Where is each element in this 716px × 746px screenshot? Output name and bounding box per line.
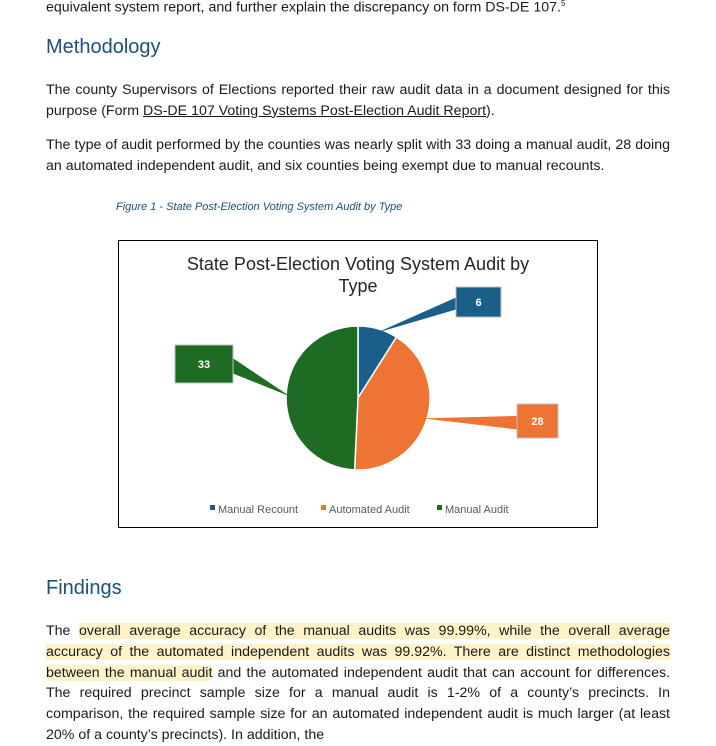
methodology-p1-end: ). — [486, 102, 495, 119]
callout-pointer-automated-audit — [423, 416, 517, 430]
findings-rest: and the automated independent audit that can account for differences. The required precinct sample size for a manual audit is 1-2% of a county’s precincts. In comparison, the required sample size for an automated independent audit is much larger (at least 20% of a county’s precincts). In addition, the — [46, 664, 670, 743]
methodology-heading: Methodology — [46, 36, 161, 58]
form-link[interactable]: DS-DE 107 Voting Systems Post-Election Audit Report — [142, 102, 487, 119]
legend-label-manual-recount: Manual Recount — [218, 504, 299, 516]
pie-chart — [119, 241, 597, 527]
data-label-automated-audit: 28 — [531, 416, 544, 428]
legend-swatch-automated-audit — [321, 505, 326, 510]
chart-title-line-2: Type — [338, 276, 378, 296]
data-label-manual-recount: 6 — [475, 297, 482, 309]
pie-slice-manual-audit — [286, 326, 358, 470]
findings-paragraph — [46, 621, 670, 746]
findings-lead: The — [46, 623, 80, 639]
chart-title-line-1: State Post-Election Voting System Audit by — [186, 254, 530, 274]
intro-fragment — [46, 0, 670, 19]
intro-text: equivalent system report, and further explain the discrepancy on form DS-DE 107. — [46, 0, 561, 16]
legend-swatch-manual-recount — [210, 505, 215, 510]
findings-highlight: overall average accuracy of the manual audits was 99.99%, while the overall average accuracy of the automated independent audits was 99.92%. There are distinct methodologies between the manual audit — [46, 623, 670, 681]
figure-caption: Figure 1 - State Post-Election Voting System Audit by Type — [116, 201, 403, 213]
footnote-marker: 5 — [560, 0, 566, 8]
callout-pointer-manual-recount — [377, 298, 456, 333]
data-label-manual-audit: 33 — [197, 359, 211, 371]
callout-pointer-manual-audit — [233, 358, 290, 396]
legend-swatch-manual-audit — [437, 505, 442, 510]
methodology-paragraph-1 — [46, 80, 670, 122]
findings-heading: Findings — [46, 577, 122, 599]
legend-label-automated-audit: Automated Audit — [329, 504, 410, 516]
methodology-p1-text: The county Supervisors of Elections reported their raw audit data in a document designed for this purpose (Form — [46, 82, 670, 119]
legend-label-manual-audit: Manual Audit — [445, 504, 509, 516]
chart-container — [118, 240, 598, 528]
methodology-paragraph-2: The type of audit performed by the counties was nearly split with 33 doing a manual audit, 28 doing an automated independent audit, and six counties being exempt due to manual recounts. — [46, 137, 670, 174]
